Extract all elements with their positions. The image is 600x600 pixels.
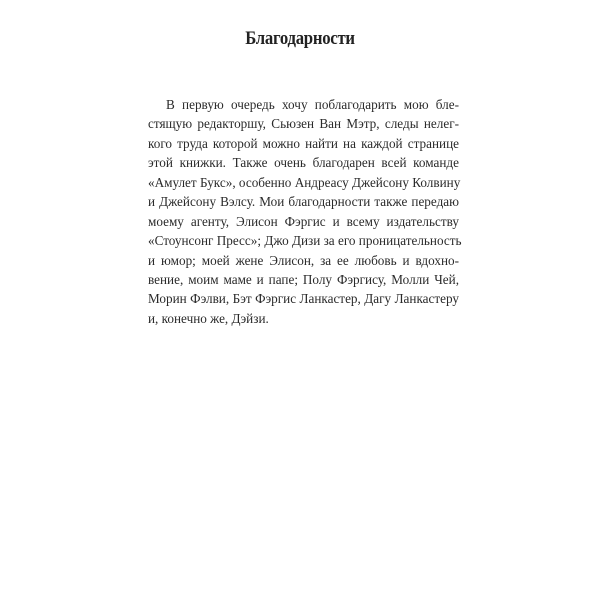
text-line: В первую очередь хочу поблагодарить мою бле-	[166, 97, 459, 112]
text-line: и Джейсону Вэлсу. Мои благодарности также передаю	[148, 194, 459, 210]
acknowledgements-paragraph	[148, 95, 462, 328]
page-title: Благодарности	[245, 28, 355, 49]
text-line: этой книжки. Также очень благодарен всей команде	[148, 155, 459, 171]
text-line: стящую редакторшу, Сьюзен Ван Мэтр, следы нелег-	[148, 116, 459, 132]
text-line: и юмор; моей жене Элисон, за ее любовь и вдохно-	[148, 252, 459, 268]
text-line: моему агенту, Элисон Фэргис и всему издательству	[148, 213, 459, 229]
text-line: Морин Фэлви, Бэт Фэргис Ланкастер, Дагу Ланкастеру	[148, 291, 459, 307]
text-line: «Амулет Букс», особенно Андреасу Джейсону Колвину	[148, 174, 461, 190]
text-line: «Стоунсонг Пресс»; Джо Дизи за его проницательность	[148, 233, 462, 249]
text-line: и, конечно же, Дэйзи.	[148, 310, 269, 326]
text-line: вение, моим маме и папе; Полу Фэргису, Молли Чей,	[148, 271, 459, 287]
text-line: кого труда которой можно найти на каждой странице	[148, 135, 459, 151]
